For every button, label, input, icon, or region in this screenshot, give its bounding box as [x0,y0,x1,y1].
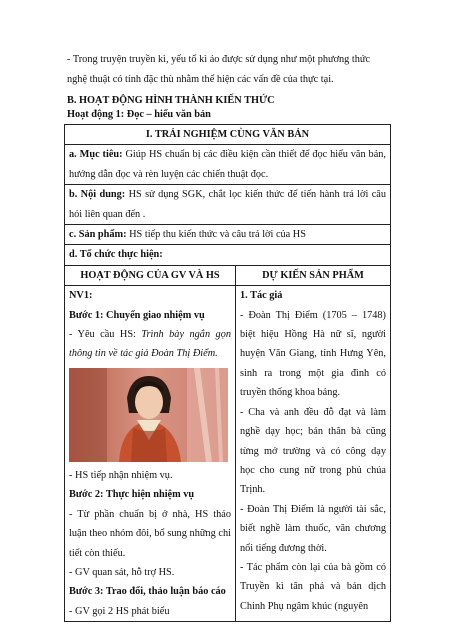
goal-label: a. Mục tiêu: [69,149,123,161]
task-label: NV1: [69,290,93,302]
table-goal-row [65,145,391,185]
section-heading: B. HOẠT ĐỘNG HÌNH THÀNH KIẾN THỨC [67,95,275,106]
table-title-row [65,125,391,145]
table-org-row [65,245,391,265]
intro-paragraph [67,50,387,90]
product-text: HS tiếp thu kiến thức và câu trả lời của HS [126,229,306,241]
intro-line-1: - Trong truyện truyền kì, yếu tố kì ảo được sử dụng như một phương thức [67,54,371,65]
table-body-row [65,286,391,622]
author-p2: - Cha và anh đều đỗ đạt và làm nghề dạy học; bản thân bà cũng từng mở trường và có công dạy học cho cung nữ trong phủ chúa Trịnh. [240,406,386,496]
intro-line-2: nghệ thuật có tính đặc thù nhằm thể hiện các vấn đề của thực tại. [67,74,334,85]
step-3-heading: Bước 3: Trao đổi, thảo luận báo cáo [69,586,226,598]
table-header-row [65,265,391,285]
request-italic: Trình bày ngắn gọn thông tin về tác giả Đoàn Thị Điểm. [69,329,231,360]
step-2-heading: Bước 2: Thực hiện nhiệm vụ [69,489,195,501]
col-header-right: DỰ KIẾN SẢN PHẨM [236,265,391,285]
request-prefix: - Yêu cầu HS: [69,329,142,341]
content-label: b. Nội dung: [69,189,126,201]
table-product-cell [65,225,391,245]
goal-text: Giúp HS chuẩn bị các điều kiện cần thiết để đọc hiểu văn bản, hướng dẫn đọc và rèn luyện các chiến thuật đọc. [69,149,386,180]
activity-table [64,124,391,622]
step-1-heading: Bước 1: Chuyển giao nhiệm vụ [69,309,205,321]
org-label: d. Tổ chức thực hiện: [65,245,391,265]
do-3-text: - GV gọi 2 HS phát biểu [69,605,170,617]
left-column-cell [65,286,236,622]
author-p4: - Tác phẩm còn lại của bà gồm có Truyền kì tân phả và bản dịch Chinh Phụ ngâm khúc (nguyên [240,561,386,612]
table-content-cell [65,185,391,225]
do-2-text: - GV quan sát, hỗ trợ HS. [69,566,175,578]
activity-heading: Hoạt động 1: Đọc – hiểu văn bản [67,109,211,120]
right-column-cell [236,286,391,622]
do-1-text: - Từ phần chuẩn bị ở nhà, HS thảo luận theo nhóm đôi, bổ sung những chi tiết còn thiếu. [69,508,231,559]
col-header-left: HOẠT ĐỘNG CỦA GV VÀ HS [65,265,236,285]
portrait-illustration [69,368,228,462]
portrait-image [69,368,228,462]
author-p3: - Đoàn Thị Điểm là người tài sắc, biết nghề làm thuốc, văn chương nổi tiếng đương thời. [240,503,386,554]
table-goal-cell [65,145,391,185]
table-content-row [65,185,391,225]
product-label: c. Sản phẩm: [69,229,127,241]
request-text [69,325,231,364]
table-product-row [65,225,391,245]
author-p1: - Đoàn Thị Điểm (1705 – 1748) biệt hiệu Hồng Hà nữ sĩ, người huyện Văn Giang, tỉnh Hưng Yên, sinh ra trong một gia đình có truyền thống khoa bảng. [240,309,386,399]
content-text: HS sử dụng SGK, chắt lọc kiến thức để tiến hành trả lời câu hỏi liên quan đến . [69,189,387,220]
receive-text: - HS tiếp nhận nhiệm vụ. [69,469,173,481]
author-heading: 1. Tác giả [240,290,283,302]
table-title: I. TRẢI NGHIỆM CÙNG VĂN BẢN [65,125,391,145]
